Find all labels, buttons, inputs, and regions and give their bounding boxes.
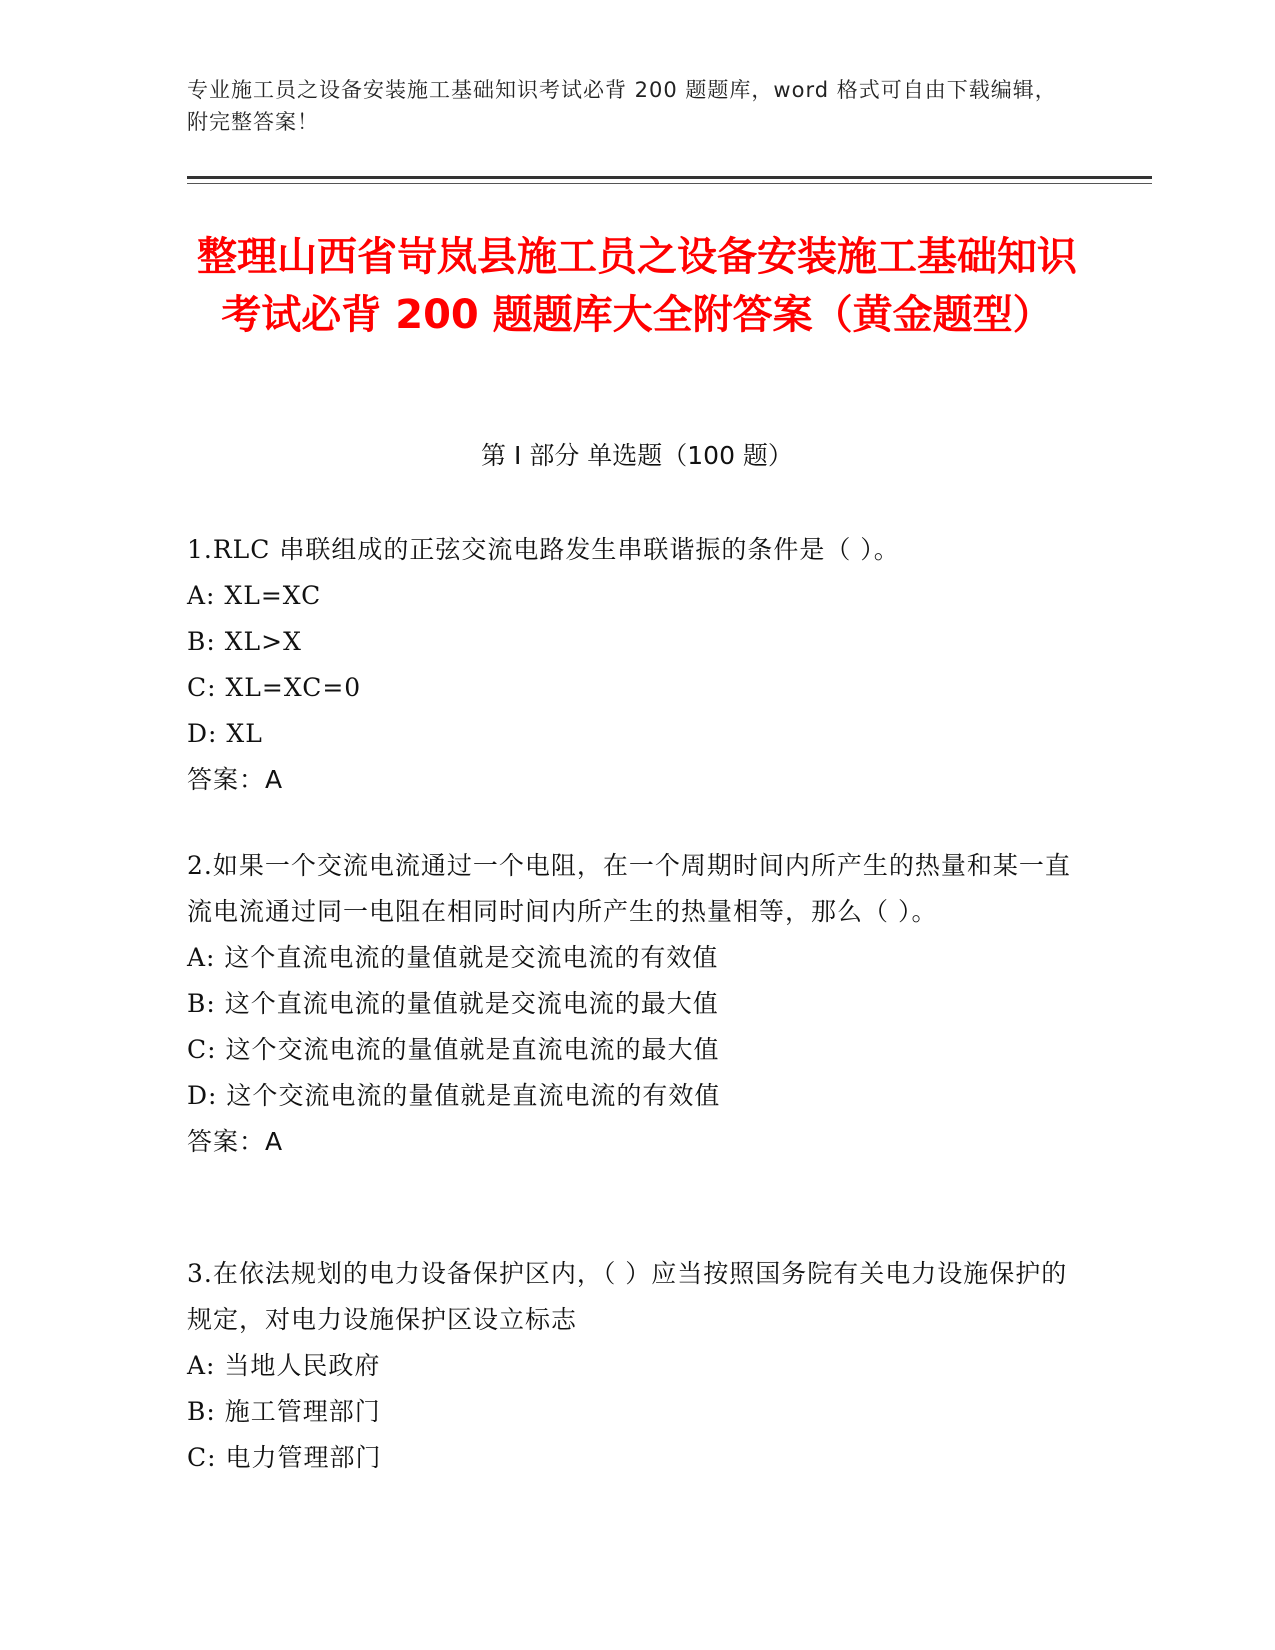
question-stem: 2.如果一个交流电流通过一个电阻，在一个周期时间内所产生的热量和某一直流电流通过同一电阻在相同时间内所产生的热量相等，那么（ ）。 xyxy=(187,851,1071,926)
document-title: 整理山西省岢岚县施工员之设备安装施工基础知识考试必背 200 题题库大全附答案（黄金题型） xyxy=(197,234,1077,338)
question-1 xyxy=(187,527,1087,803)
option-d: D: XL xyxy=(187,719,263,748)
question-2 xyxy=(187,843,1087,1165)
option-c: C: 电力管理部门 xyxy=(187,1443,382,1472)
question-3 xyxy=(187,1251,1087,1481)
option-b: B: 这个直流电流的量值就是交流电流的最大值 xyxy=(187,989,719,1018)
header-note: 专业施工员之设备安装施工基础知识考试必背 200 题题库，word 格式可自由下载编辑，附完整答案！ xyxy=(187,78,1057,134)
option-a: A: 这个直流电流的量值就是交流电流的有效值 xyxy=(187,943,719,972)
option-c: C: 这个交流电流的量值就是直流电流的最大值 xyxy=(187,1035,720,1064)
section-heading: 第 I 部分 单选题（100 题） xyxy=(481,441,793,470)
answer: 答案：A xyxy=(187,765,284,794)
question-stem: 1.RLC 串联组成的正弦交流电路发生串联谐振的条件是（ ）。 xyxy=(187,535,900,564)
option-b: B: XL>X xyxy=(187,627,302,656)
question-stem: 3.在依法规划的电力设备保护区内，（ ）应当按照国务院有关电力设施保护的规定，对电力设施保护区设立标志 xyxy=(187,1259,1068,1334)
option-b: B: 施工管理部门 xyxy=(187,1397,381,1426)
header-divider-thin xyxy=(187,183,1152,184)
option-a: A: XL=XC xyxy=(187,581,322,610)
option-c: C: XL=XC=0 xyxy=(187,673,362,702)
option-a: A: 当地人民政府 xyxy=(187,1351,381,1380)
answer: 答案：A xyxy=(187,1127,284,1156)
header-divider-thick xyxy=(187,176,1152,179)
option-d: D: 这个交流电流的量值就是直流电流的有效值 xyxy=(187,1081,721,1110)
